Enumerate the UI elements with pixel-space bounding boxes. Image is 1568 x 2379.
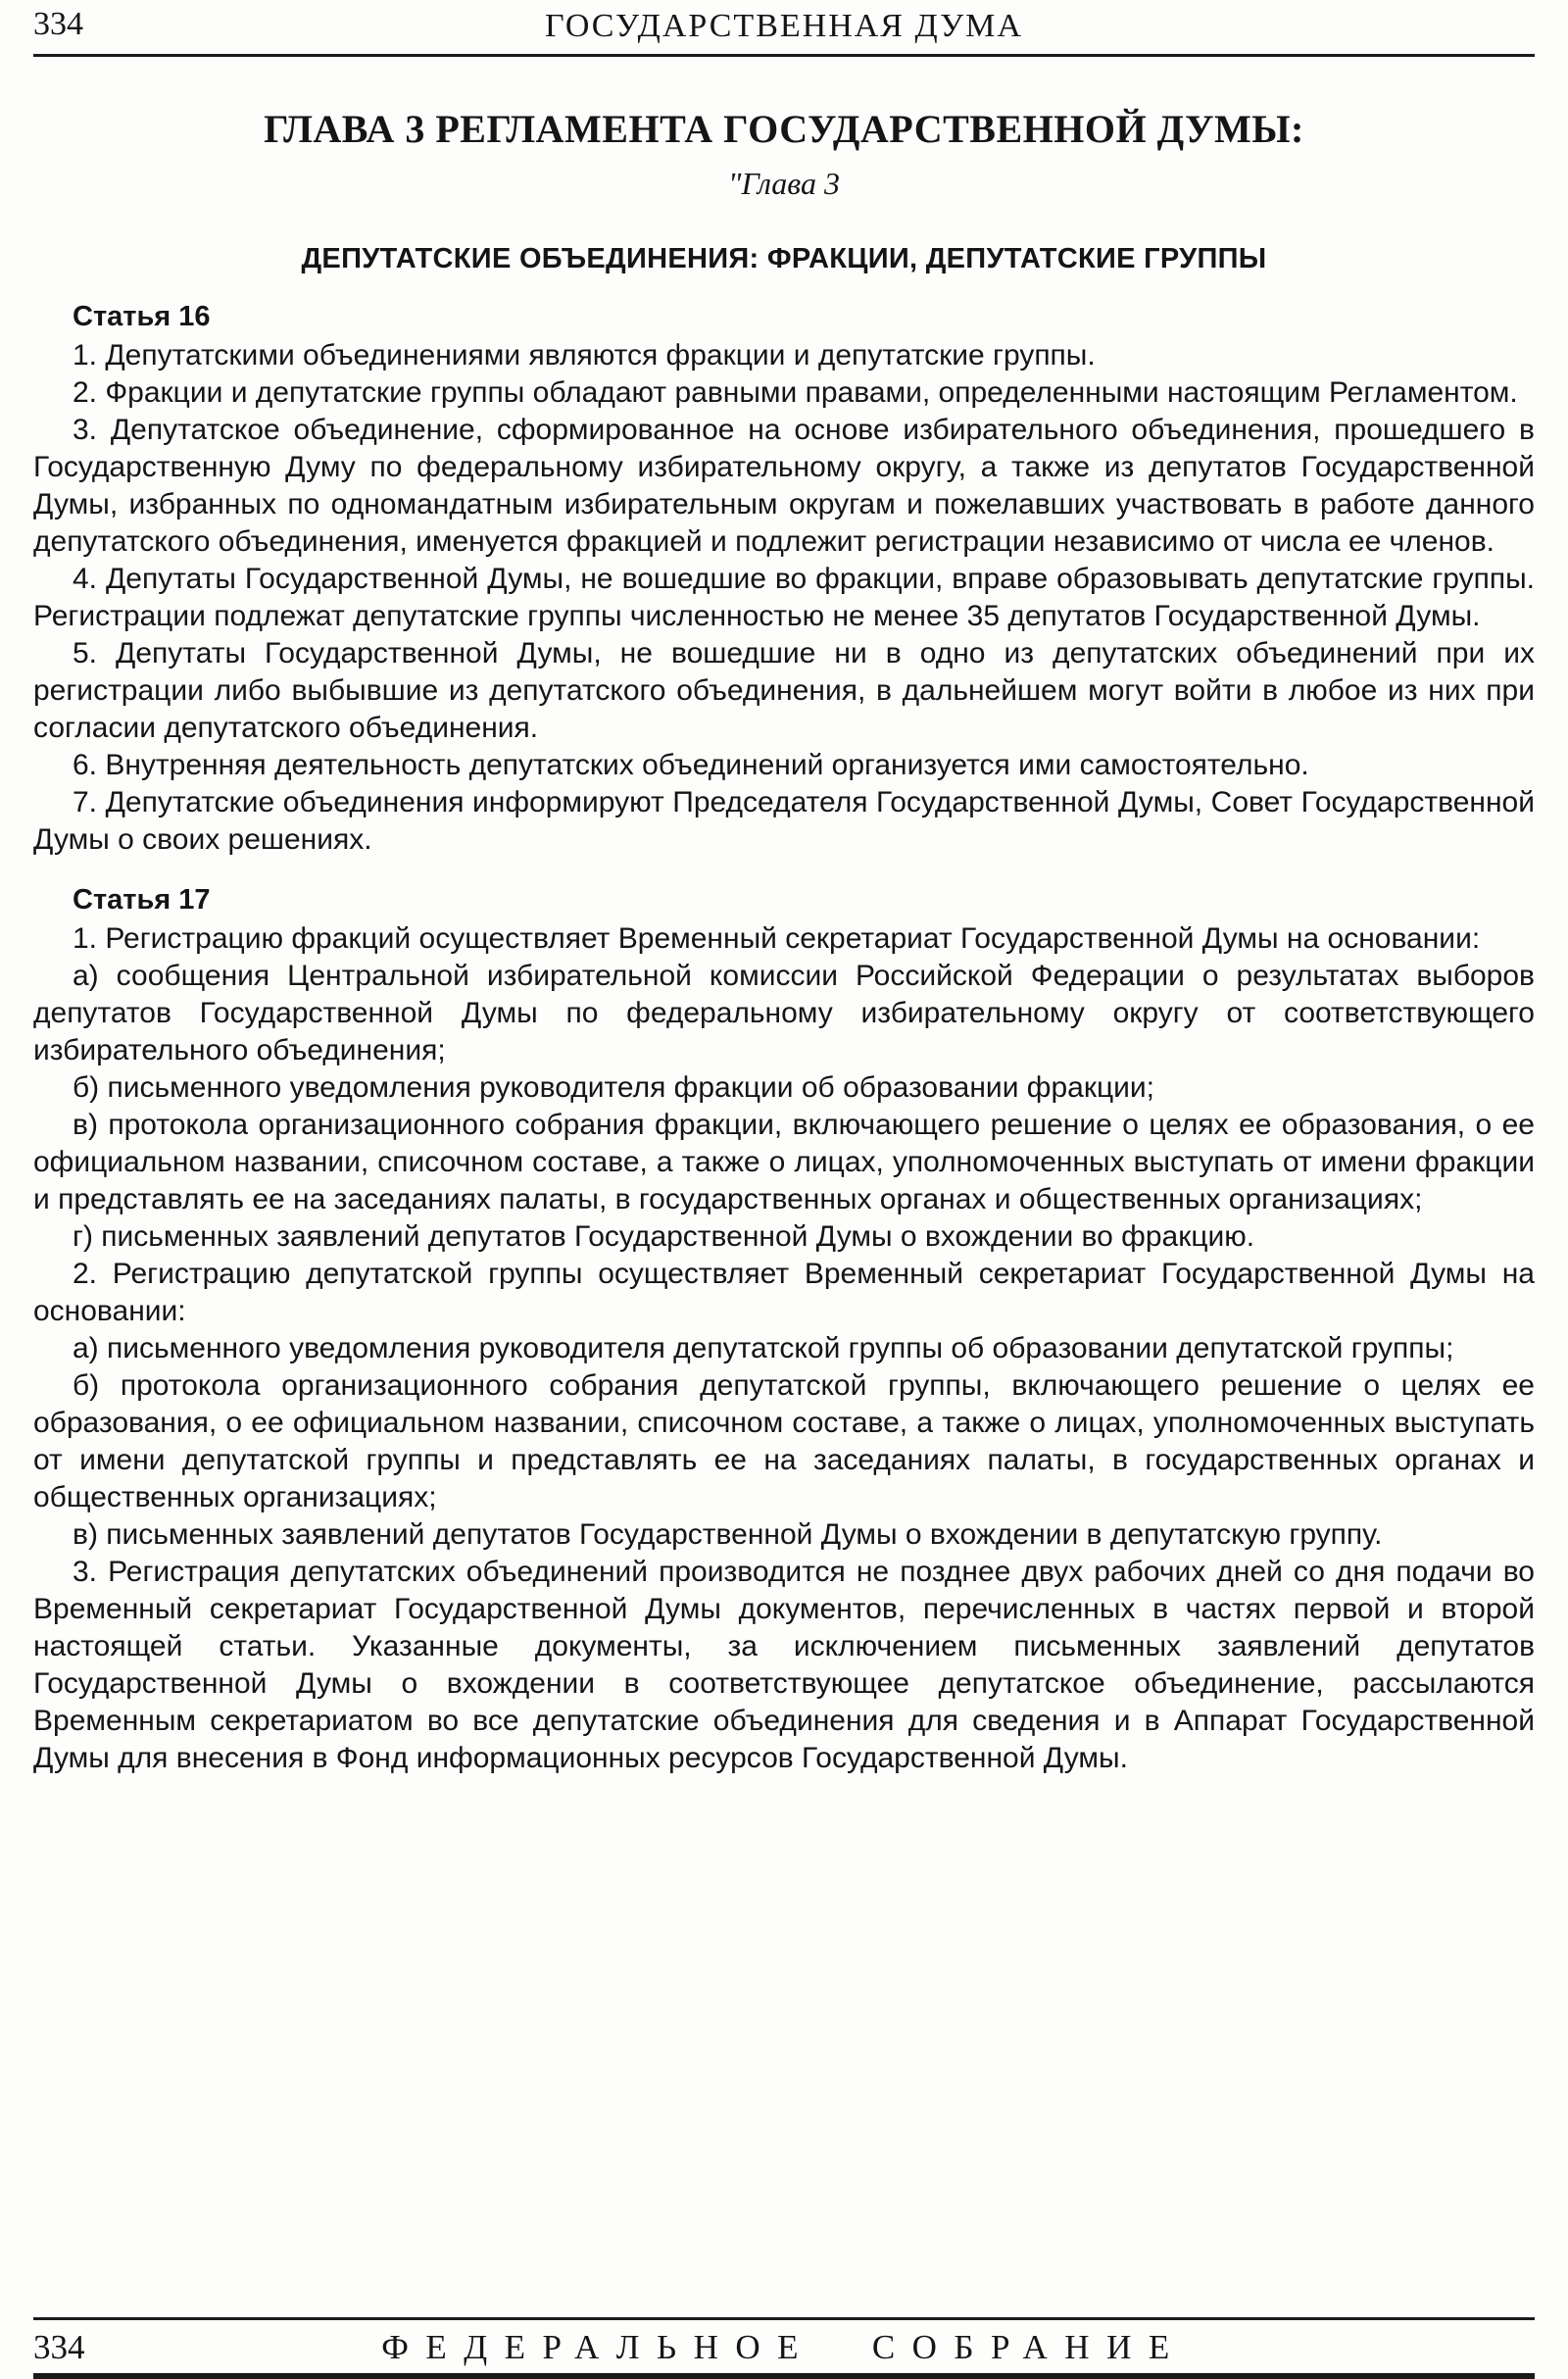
article-16-paragraph-2: 2. Фракции и депутатские группы обладают равными правами, определенными настоящим Регламентом. (73, 376, 1518, 409)
running-title: ГОСУДАРСТВЕННАЯ ДУМА (545, 8, 1023, 44)
article-17-paragraph-1v: в) протокола организационного собрания фракции, включающего решение о целях ее образования, о ее официальном названии, списочном составе, а также о лицах, уполномоченных выступать от имени фракции и представлять ее на заседаниях палаты, в государственных органах и общественных организациях; (33, 1109, 1535, 1215)
article-17-paragraph-1g: г) письменных заявлений депутатов Государственной Думы о вхождении во фракцию. (73, 1220, 1255, 1253)
article-16-paragraph-3: 3. Депутатское объединение, сформированное на основе избирательного объединения, прошедшего в Государственную Думу по федеральному избирательному округу, а также из депутатов Государственной Думы, избранных по одномандатным избирательным округам и пожелавших участвовать в работе данного депутатского объединения, именуется фракцией и подлежит регистрации независимо от числа ее членов. (33, 414, 1535, 558)
article-16-paragraph-7: 7. Депутатские объединения информируют Председателя Государственной Думы, Совет Государственной Думы о своих решениях. (33, 786, 1535, 856)
article-17-paragraph-2: 2. Регистрацию депутатской группы осуществляет Временный секретариат Государственной Думы на основании: (33, 1258, 1535, 1327)
footer-edition-title: ФЕДЕРАЛЬНОЕ СОБРАНИЕ (381, 2328, 1187, 2366)
chapter-title: ГЛАВА 3 РЕГЛАМЕНТА ГОСУДАРСТВЕННОЙ ДУМЫ: (264, 107, 1304, 151)
section-heading: ДЕПУТАТСКИЕ ОБЪЕДИНЕНИЯ: ФРАКЦИИ, ДЕПУТАТСКИЕ ГРУППЫ (301, 243, 1267, 274)
article-16 (33, 301, 1535, 859)
article-17-paragraph-1a: а) сообщения Центральной избирательной комиссии Российской Федерации о результатах выборов депутатов Государственной Думы по федеральному избирательному округу от соответствующего избирательного объединения; (33, 960, 1535, 1066)
article-16-paragraph-4: 4. Депутаты Государственной Думы, не вошедшие во фракции, вправе образовывать депутатские группы. Регистрации подлежат депутатские группы численностью не менее 35 депутатов Государственной Думы. (33, 563, 1535, 632)
article-17-paragraph-2a: а) письменного уведомления руководителя депутатской группы об образовании депутатской группы; (73, 1332, 1454, 1364)
article-17-paragraph-2b: б) протокола организационного собрания депутатской группы, включающего решение о целях ее образования, о ее официальном названии, списочном составе, а также о лицах, уполномоченных выступать от имени депутатской группы и представлять ее на заседаниях палаты, в государственных органах и общественных организациях; (33, 1369, 1535, 1513)
article-17-title: Статья 17 (73, 884, 211, 916)
article-17-paragraph-1b: б) письменного уведомления руководителя фракции об образовании фракции; (73, 1071, 1154, 1104)
article-17-paragraph-2v: в) письменных заявлений депутатов Государственной Думы о вхождении в депутатскую группу. (73, 1518, 1383, 1551)
article-16-paragraph-6: 6. Внутренняя деятельность депутатских объединений организуется ими самостоятельно. (73, 749, 1309, 781)
article-16-paragraph-1: 1. Депутатскими объединениями являются фракции и депутатские группы. (73, 339, 1096, 372)
chapter-subtitle: "Глава 3 (728, 166, 840, 201)
header-page-number: 334 (33, 6, 83, 42)
page-body (33, 57, 1535, 1777)
article-17 (33, 884, 1535, 1777)
page-footer (33, 2317, 1535, 2379)
article-16-title: Статья 16 (73, 301, 211, 332)
article-17-paragraph-1: 1. Регистрацию фракций осуществляет Временный секретариат Государственной Думы на основании: (73, 922, 1481, 955)
article-16-paragraph-5: 5. Депутаты Государственной Думы, не вошедшие ни в одно из депутатских объединений при их регистрации либо выбывшие из депутатского объединения, в дальнейшем могут войти в любое из них при согласии депутатского объединения. (33, 637, 1535, 744)
page-header (33, 0, 1535, 45)
footer-page-number: 334 (33, 2328, 85, 2366)
article-17-paragraph-3: 3. Регистрация депутатских объединений производится не позднее двух рабочих дней со дня подачи во Временный секретариат Государственной Думы документов, перечисленных в частях первой и второй настоящей статьи. Указанные документы, за исключением письменных заявлений депутатов Государственной Думы о вхождении в соответствующее депутатское объединение, рассылаются Временным секретариатом во все депутатские объединения для сведения и в Аппарат Государственной Думы для внесения в Фонд информационных ресурсов Государственной Думы. (33, 1556, 1535, 1774)
